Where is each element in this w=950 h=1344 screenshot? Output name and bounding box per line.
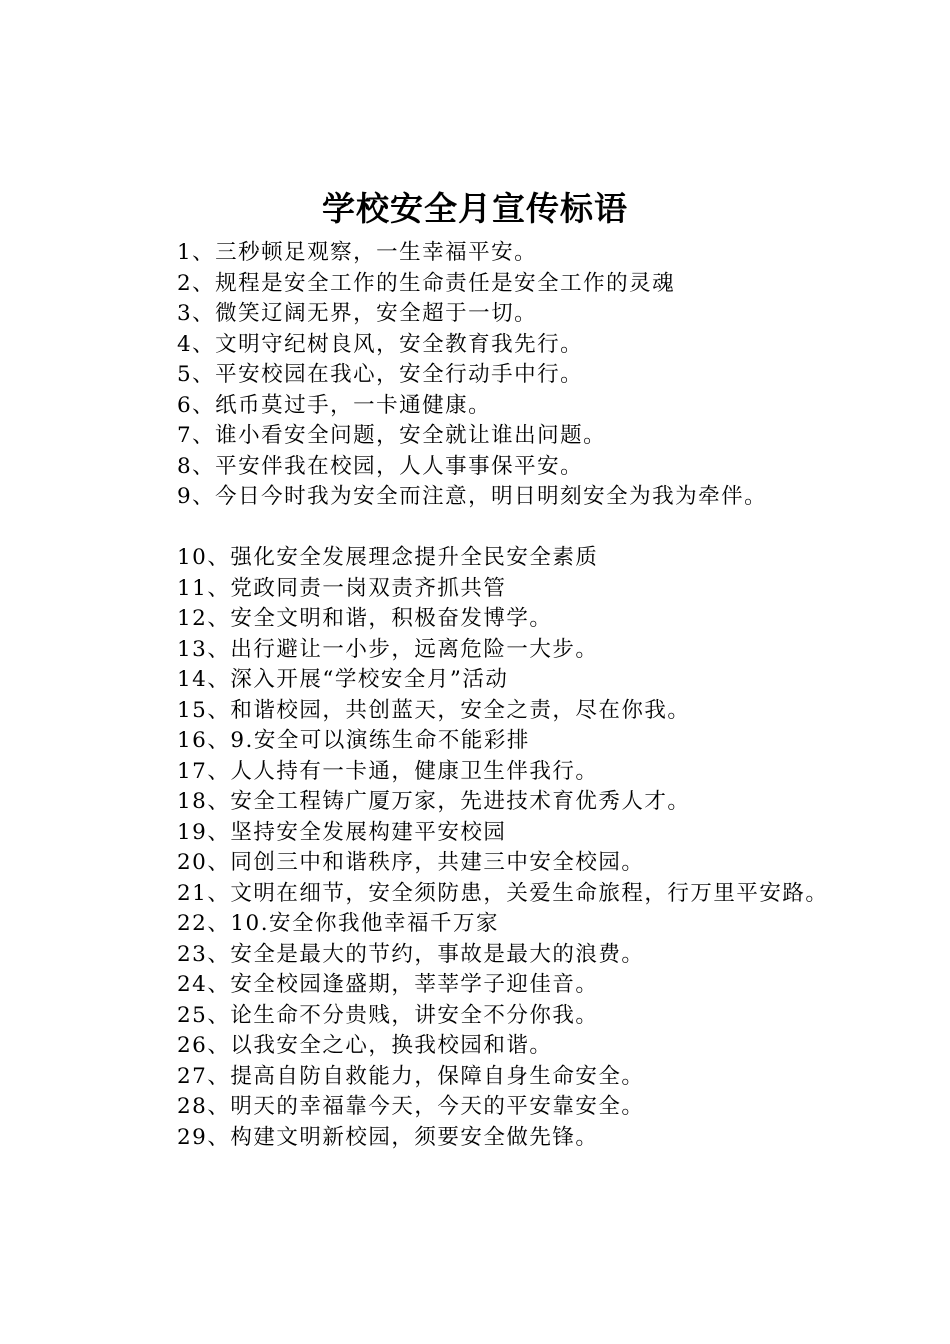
slogan-item-24: 24、安全校园逢盛期，莘莘学子迎佳音。 <box>177 972 599 997</box>
slogan-item-11: 11、党政同责一岗双责齐抓共管 <box>177 575 507 601</box>
slogan-item-21: 21、文明在细节，安全须防患，关爱生命旅程，行万里平安路。 <box>177 880 829 906</box>
slogan-item-18: 18、安全工程铸广厦万家，先进技术育优秀人才。 <box>177 789 691 814</box>
slogan-item-6: 6、纸币莫过手，一卡通健康。 <box>177 392 492 418</box>
slogan-item-22: 22、10.安全你我他幸福千万家 <box>177 911 500 936</box>
slogan-item-26: 26、以我安全之心，换我校园和谐。 <box>177 1033 553 1058</box>
slogan-item-1: 1、三秒顿足观察，一生幸福平安。 <box>177 240 538 265</box>
blank-line <box>130 513 835 544</box>
slogan-item-3: 3、微笑辽阔无界，安全超于一切。 <box>177 301 538 326</box>
slogan-item-19: 19、坚持安全发展构建平安校园 <box>177 819 507 845</box>
slogan-item-2: 2、规程是安全工作的生命责任是安全工作的灵魂 <box>177 270 676 296</box>
slogan-list <box>130 238 835 1153</box>
slogan-item-27: 27、提高自防自救能力，保障自身生命安全。 <box>177 1063 645 1089</box>
slogan-item-12: 12、安全文明和谐，积极奋发博学。 <box>177 606 553 631</box>
slogan-item-13: 13、出行避让一小步，远离危险一大步。 <box>177 636 599 662</box>
slogan-item-20: 20、同创三中和谐秩序，共建三中安全校园。 <box>177 850 645 875</box>
slogan-item-29: 29、构建文明新校园，须要安全做先锋。 <box>177 1124 599 1150</box>
document-title: 学校安全月宣传标语 <box>322 189 628 228</box>
slogan-item-17: 17、人人持有一卡通，健康卫生伴我行。 <box>177 758 599 784</box>
slogan-item-8: 8、平安伴我在校园，人人事事保平安。 <box>177 453 584 479</box>
slogan-item-4: 4、文明守纪树良风，安全教育我先行。 <box>177 331 584 357</box>
slogan-item-15: 15、和谐校园，共创蓝天，安全之责，尽在你我。 <box>177 697 691 723</box>
slogan-item-28: 28、明天的幸福靠今天，今天的平安靠安全。 <box>177 1094 645 1119</box>
slogan-item-16: 16、9.安全可以演练生命不能彩排 <box>177 728 530 753</box>
slogan-item-5: 5、平安校园在我心，安全行动手中行。 <box>177 362 584 387</box>
slogan-item-14: 14、深入开展“学校安全月”活动 <box>177 667 509 692</box>
slogan-item-25: 25、论生命不分贵贱，讲安全不分你我。 <box>177 1002 599 1028</box>
slogan-item-7: 7、谁小看安全问题，安全就让谁出问题。 <box>177 423 607 448</box>
slogan-item-9: 9、今日今时我为安全而注意，明日明刻安全为我为牵伴。 <box>177 484 768 509</box>
slogan-item-23: 23、安全是最大的节约，事故是最大的浪费。 <box>177 941 645 967</box>
slogan-item-10: 10、强化安全发展理念提升全民安全素质 <box>177 545 599 570</box>
